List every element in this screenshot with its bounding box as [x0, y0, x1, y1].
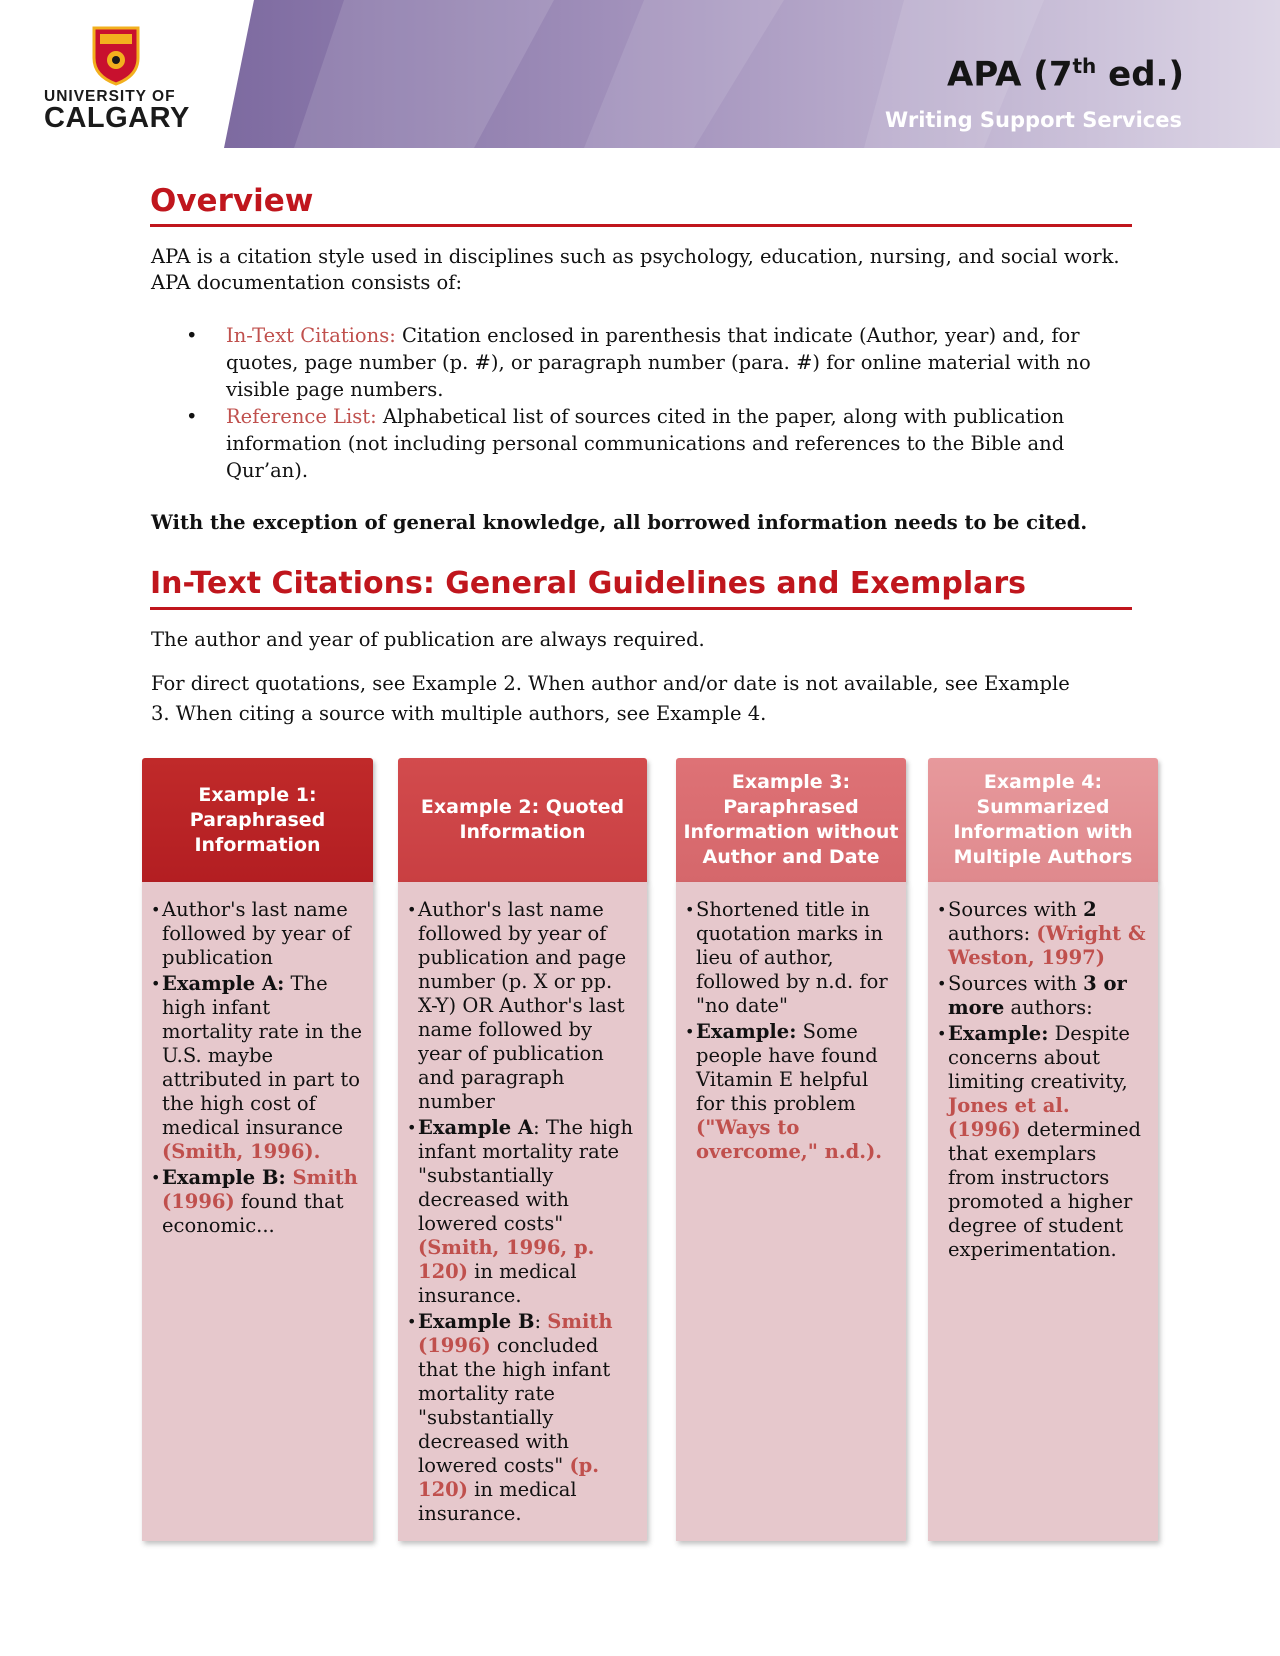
bullet-reference-list: • Reference List: Alphabetical list of sources cited in the paper, along with publication information (not including personal communications and references to the Bible and Qur’an).	[186, 403, 1106, 484]
list-item: • Author's last name followed by year of publication	[162, 898, 363, 970]
list-item: • Author's last name followed by year of publication and page number (p. X or pp. X-Y) OR Author's last name followed by year of publication and paragraph number	[418, 898, 637, 1114]
in-text-line1: The author and year of publication are always required.	[151, 628, 705, 651]
example-1-body	[142, 882, 373, 1541]
list-item: • Sources with 3 or more authors:	[948, 972, 1148, 1020]
page-header	[0, 0, 1280, 148]
list-item: • Example B: Smith (1996) concluded that the high infant mortality rate "substantially decreased with lowered costs" (p. 120) in medical insurance.	[418, 1310, 637, 1526]
crest-icon	[90, 24, 142, 86]
overview-heading: Overview	[150, 183, 314, 219]
list-item: • Example B: Smith (1996) found that economic...	[162, 1166, 363, 1238]
list-item: • Example A: The high infant mortality rate "substantially decreased with lowered costs" (Smith, 1996, p. 120) in medical insurance.	[418, 1116, 637, 1308]
example-2-body	[398, 882, 647, 1541]
list-item: • Example: Some people have found Vitamin E helpful for this problem ("Ways to overcome," n.d.).	[696, 1020, 896, 1164]
list-item: • Example: Despite concerns about limiting creativity, Jones et al. (1996) determined that exemplars from instructors promoted a higher degree of student experimentation.	[948, 1022, 1148, 1262]
in-text-line2: For direct quotations, see Example 2. When author and/or date is not available, see Example 3. When citing a source with multiple authors, see Example 4.	[151, 672, 1070, 725]
document-subtitle: Writing Support Services	[885, 108, 1182, 132]
overview-bullets	[186, 322, 1106, 484]
list-item: • Shortened title in quotation marks in lieu of author, followed by n.d. for "no date"	[696, 898, 896, 1018]
overview-intro: APA is a citation style used in disciplines such as psychology, education, nursing, and social work. APA documentation consists of:	[151, 245, 1120, 294]
university-name-line1: UNIVERSITY OF	[44, 88, 176, 105]
list-item: • Sources with 2 authors: (Wright & Weston, 1997)	[948, 898, 1148, 970]
in-text-heading: In-Text Citations: General Guidelines and Exemplars	[150, 566, 1027, 601]
borrowed-info-note: With the exception of general knowledge, all borrowed information needs to be cited.	[151, 511, 1088, 534]
bullet-in-text-citations: • In-Text Citations: Citation enclosed in parenthesis that indicate (Author, year) and, for quotes, page number (p. #), or paragraph number (para. #) for online material with no visible page numbers.	[186, 322, 1106, 403]
example-4-title: Example 4: Summarized Information with Multiple Authors	[928, 758, 1158, 882]
list-item: • Example A: The high infant mortality rate in the U.S. maybe attributed in part to the high cost of medical insurance (Smith, 1996).	[162, 972, 363, 1164]
heading-rule	[150, 224, 1132, 227]
heading-rule	[150, 607, 1132, 610]
document-title: APA (7th ed.)	[947, 54, 1184, 95]
example-3-body	[676, 882, 906, 1541]
example-1-title: Example 1: Paraphrased Information	[142, 758, 373, 882]
example-4-body	[928, 882, 1158, 1541]
example-3-title: Example 3: Paraphrased Information without Author and Date	[676, 758, 906, 882]
university-name-line2: CALGARY	[44, 102, 190, 134]
example-2-title: Example 2: Quoted Information	[398, 758, 647, 882]
